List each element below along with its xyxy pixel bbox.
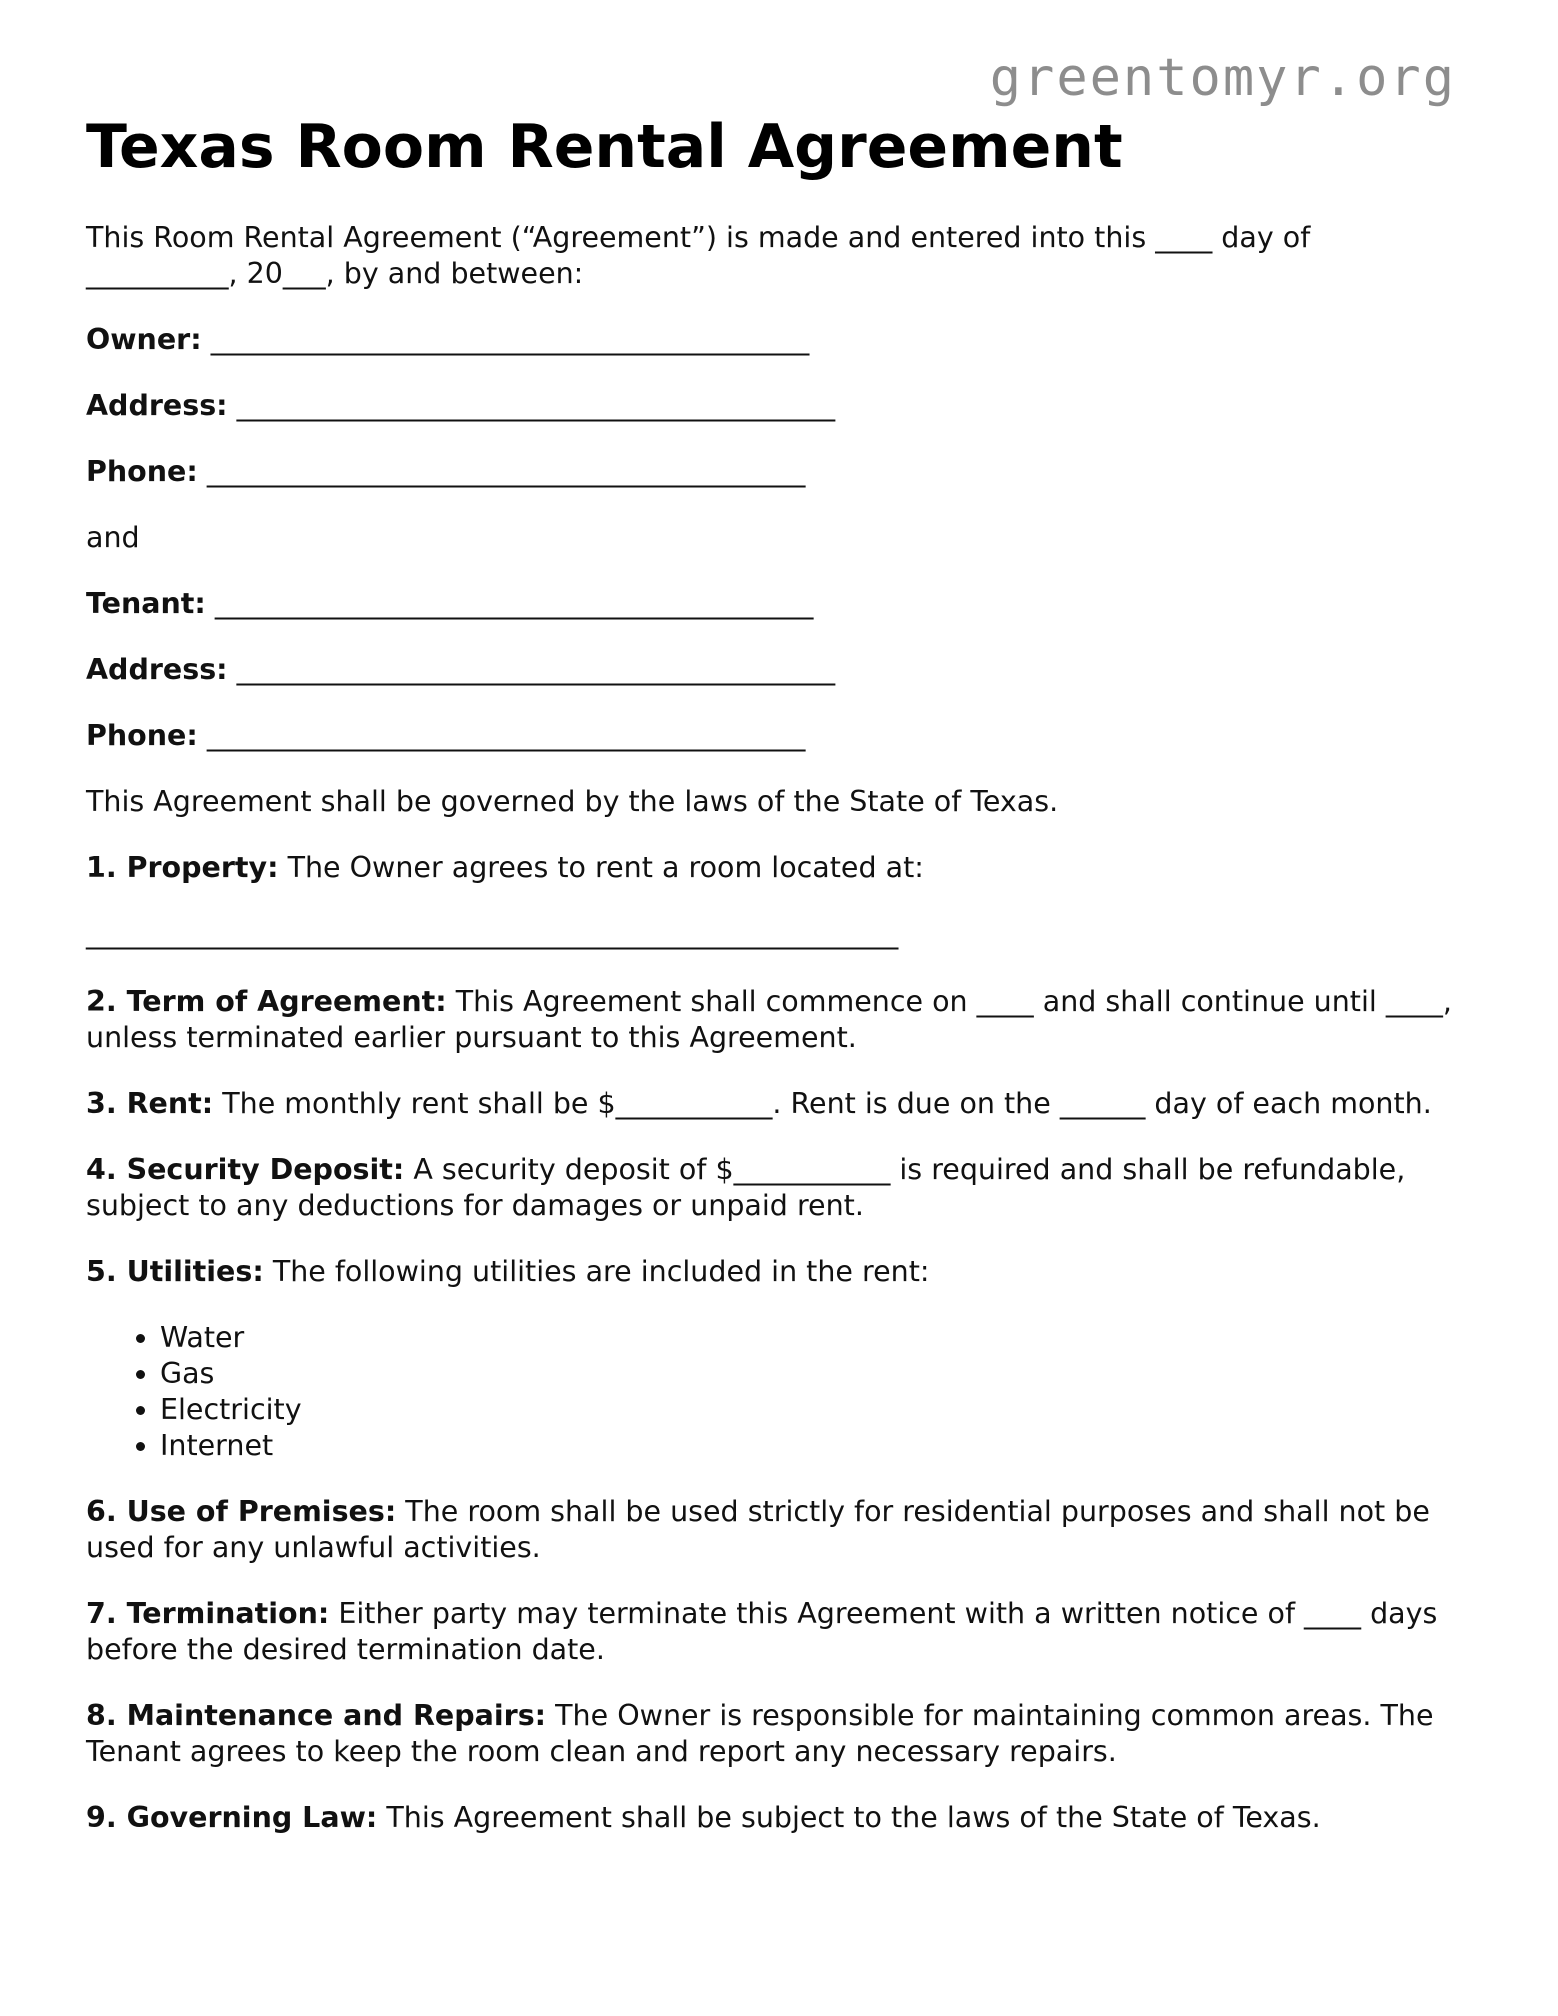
tenant-phone-blank: __________________________________________ <box>206 719 806 752</box>
section-maintenance-text: The Owner is responsible for maintaining common areas. The Tenant agrees to keep the room clean and report any necessary repairs. <box>86 1699 1434 1768</box>
tenant-name-field <box>86 586 1466 622</box>
section-law-heading: 9. Governing Law: <box>86 1801 378 1834</box>
owner-phone-blank: __________________________________________ <box>206 455 806 488</box>
section-property-heading: 1. Property: <box>86 851 279 884</box>
section-deposit <box>86 1152 1466 1224</box>
property-address-blank: _________________________________________________________ <box>86 917 899 950</box>
tenant-address-label: Address: <box>86 653 228 686</box>
section-termination-heading: 7. Termination: <box>86 1597 330 1630</box>
owner-address-field <box>86 388 1466 424</box>
section-rent-text: The monthly rent shall be $___________. Rent is due on the ______ day of each month. <box>222 1087 1432 1120</box>
owner-name-field <box>86 322 1466 358</box>
section-termination-text: Either party may terminate this Agreement with a written notice of ____ days before the desired termination date. <box>86 1597 1438 1666</box>
section-utilities-heading: 5. Utilities: <box>86 1255 264 1288</box>
section-maintenance <box>86 1698 1466 1770</box>
document-body <box>86 112 1466 1866</box>
section-law-text: This Agreement shall be subject to the laws of the State of Texas. <box>386 1801 1321 1834</box>
section-maintenance-heading: 8. Maintenance and Repairs: <box>86 1699 547 1732</box>
section-utilities-text: The following utilities are included in the rent: <box>272 1255 930 1288</box>
section-term <box>86 984 1466 1056</box>
tenant-phone-label: Phone: <box>86 719 198 752</box>
section-deposit-text: A security deposit of $___________ is required and shall be refundable, subject to any deductions for damages or unpaid rent. <box>86 1153 1406 1222</box>
owner-address-label: Address: <box>86 389 228 422</box>
section-use <box>86 1494 1466 1566</box>
section-property <box>86 850 1466 886</box>
section-rent <box>86 1086 1466 1122</box>
list-item: • Internet <box>160 1428 1466 1464</box>
document-title: Texas Room Rental Agreement <box>86 112 1123 182</box>
tenant-address-field <box>86 652 1466 688</box>
intro-paragraph: This Room Rental Agreement (“Agreement”) is made and entered into this ____ day of __________, 20___, by and between: <box>86 221 1311 290</box>
section-term-text: This Agreement shall commence on ____ and shall continue until ____, unless terminated earlier pursuant to this Agreement. <box>86 985 1452 1054</box>
owner-name-blank: __________________________________________ <box>210 323 810 356</box>
section-termination <box>86 1596 1466 1668</box>
governed-paragraph: This Agreement shall be governed by the laws of the State of Texas. <box>86 785 1059 818</box>
section-use-text: The room shall be used strictly for residential purposes and shall not be used for any unlawful activities. <box>86 1495 1430 1564</box>
section-rent-heading: 3. Rent: <box>86 1087 214 1120</box>
section-deposit-heading: 4. Security Deposit: <box>86 1153 405 1186</box>
owner-phone-field <box>86 454 1466 490</box>
owner-phone-label: Phone: <box>86 455 198 488</box>
list-item: • Water <box>160 1320 1466 1356</box>
section-use-heading: 6. Use of Premises: <box>86 1495 397 1528</box>
section-term-heading: 2. Term of Agreement: <box>86 985 447 1018</box>
tenant-address-blank: __________________________________________ <box>236 653 836 686</box>
list-item: • Electricity <box>160 1392 1466 1428</box>
section-law <box>86 1800 1466 1836</box>
section-utilities <box>86 1254 1466 1290</box>
section-property-text: The Owner agrees to rent a room located at: <box>287 851 924 884</box>
list-item: • Gas <box>160 1356 1466 1392</box>
owner-address-blank: __________________________________________ <box>236 389 836 422</box>
tenant-name-blank: __________________________________________ <box>214 587 814 620</box>
utilities-list <box>86 1320 1466 1464</box>
and-text: and <box>86 521 140 554</box>
tenant-phone-field <box>86 718 1466 754</box>
tenant-name-label: Tenant: <box>86 587 206 620</box>
watermark: greentomyr.org <box>989 48 1456 108</box>
owner-name-label: Owner: <box>86 323 202 356</box>
